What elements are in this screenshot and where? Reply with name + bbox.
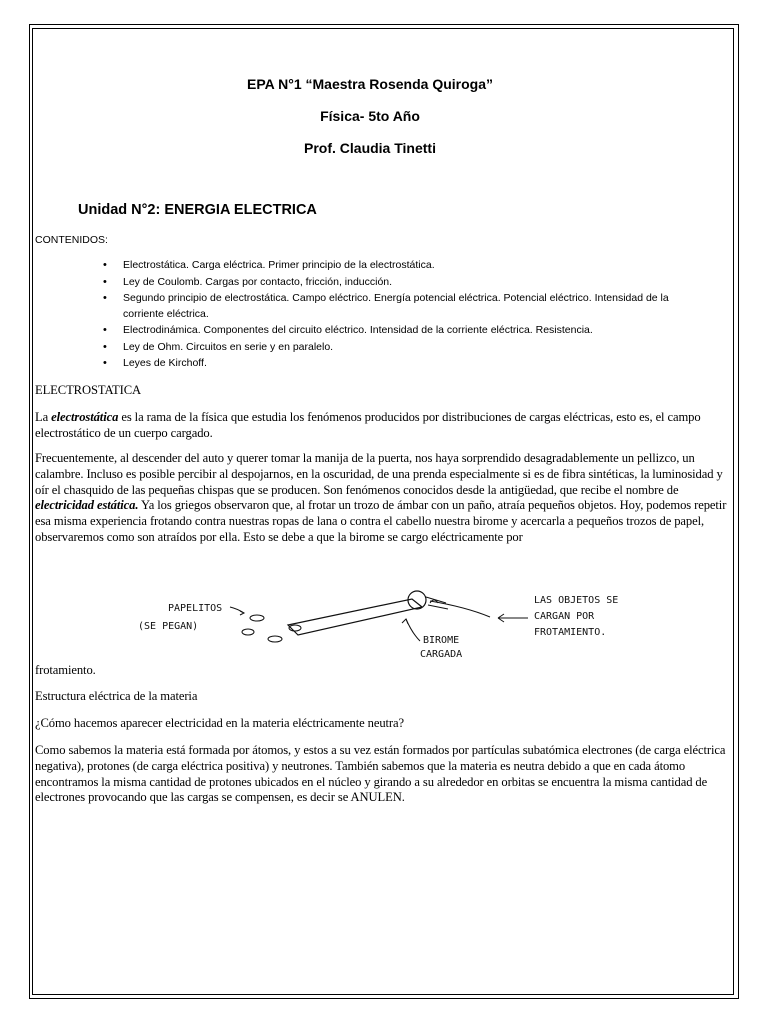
list-item: • Ley de Ohm. Circuitos en serie y en paralelo. <box>103 340 703 356</box>
list-item: • Electrostática. Carga eléctrica. Primer principio de la electrostática. <box>103 258 703 274</box>
list-item: • Segundo principio de electrostática. Campo eléctrico. Energía potencial eléctrica. Potencial eléctrico. Intensidad de la corriente eléctrica. <box>103 291 703 322</box>
label-pen-state: CARGADA <box>420 649 463 660</box>
paragraph-electrostatics: La electrostática es la rama de la física que estudia los fenómenos producidos por distribuciones de cargas eléctricas, esto es, el campo electrostático de un cuerpo cargado. <box>35 410 701 440</box>
unit-title: Unidad N°2: ENERGIA ELECTRICA <box>78 202 317 218</box>
teacher-name: Prof. Claudia Tinetti <box>304 140 436 156</box>
label-note-3: FROTAMIENTO. <box>534 627 607 638</box>
list-item: • Ley de Coulomb. Cargas por contacto, fricción, inducción. <box>103 275 703 291</box>
list-item: • Electrodinámica. Componentes del circuito eléctrico. Intensidad de la corriente eléctrica. Resistencia. <box>103 323 703 339</box>
pen-sketch <box>130 585 650 665</box>
label-papers-note: (SE PEGAN) <box>138 621 199 632</box>
term-electricidad-estatica: electricidad estática. <box>35 498 139 513</box>
label-note-2: CARGAN POR <box>534 611 595 622</box>
label-pen: BIROME <box>423 635 460 646</box>
section-heading: ELECTROSTATICA <box>35 383 142 397</box>
paragraph-static-electricity: Frecuentemente, al descender del auto y querer tomar la manija de la puerta, nos haya sorprendido desagradablemente un pellizco, un calambre. Incluso es posible percibir al despojarnos, en la oscuridad, de una prenda especialmente si es de fibra sintéticas, la luminosidad y oír el chasquido de las pequeñas chispas que se producen. Son fenómenos conocidos desde la antigüedad, que recibe el nombre de electricidad estática. Ya los griegos observaron que, al frotar un trozo de ámbar con un paño, atraía pequeños objetos. Hoy, podemos repetir esa misma experiencia frotando contra nuestras ropas de lana o contra el cabello nuestra birome y acercarla a pequeños trozos de papel, observaremos como son atraídos por ella. Esto se debe a que la birome se cargo eléctricamente por <box>35 451 727 544</box>
term-electrostatica: electrostática <box>51 410 119 424</box>
structure-heading: Estructura eléctrica de la materia <box>35 689 198 703</box>
school-name: EPA N°1 “Maestra Rosenda Quiroga” <box>247 76 493 92</box>
question-text: ¿Cómo hacemos aparecer electricidad en la materia eléctricamente neutra? <box>35 716 404 730</box>
topics-list <box>103 258 703 373</box>
label-note-1: LAS OBJETOS SE <box>534 595 619 606</box>
contents-label: CONTENIDOS: <box>35 234 108 246</box>
list-item: • Leyes de Kirchoff. <box>103 356 703 372</box>
paragraph-matter: Como sabemos la materia está formada por átomos, y estos a su vez están formados por partículas subatómica electrones (de carga eléctrica negativa), protones (de carga eléctrica positiva) y neutrones. También sabemos que la materia es neutra debido a que en cada átomo encontramos la misma cantidad de protones ubicados en el núcleo y girando a su alrededor en orbitas se encuentra la misma cantidad de electrones provocando que las cargas se compensen, es decir se ANULEN. <box>35 743 726 805</box>
paragraph-frotamiento: frotamiento. <box>35 663 96 677</box>
label-papers: PAPELITOS <box>168 603 223 614</box>
subject-title: Física- 5to Año <box>320 108 420 124</box>
